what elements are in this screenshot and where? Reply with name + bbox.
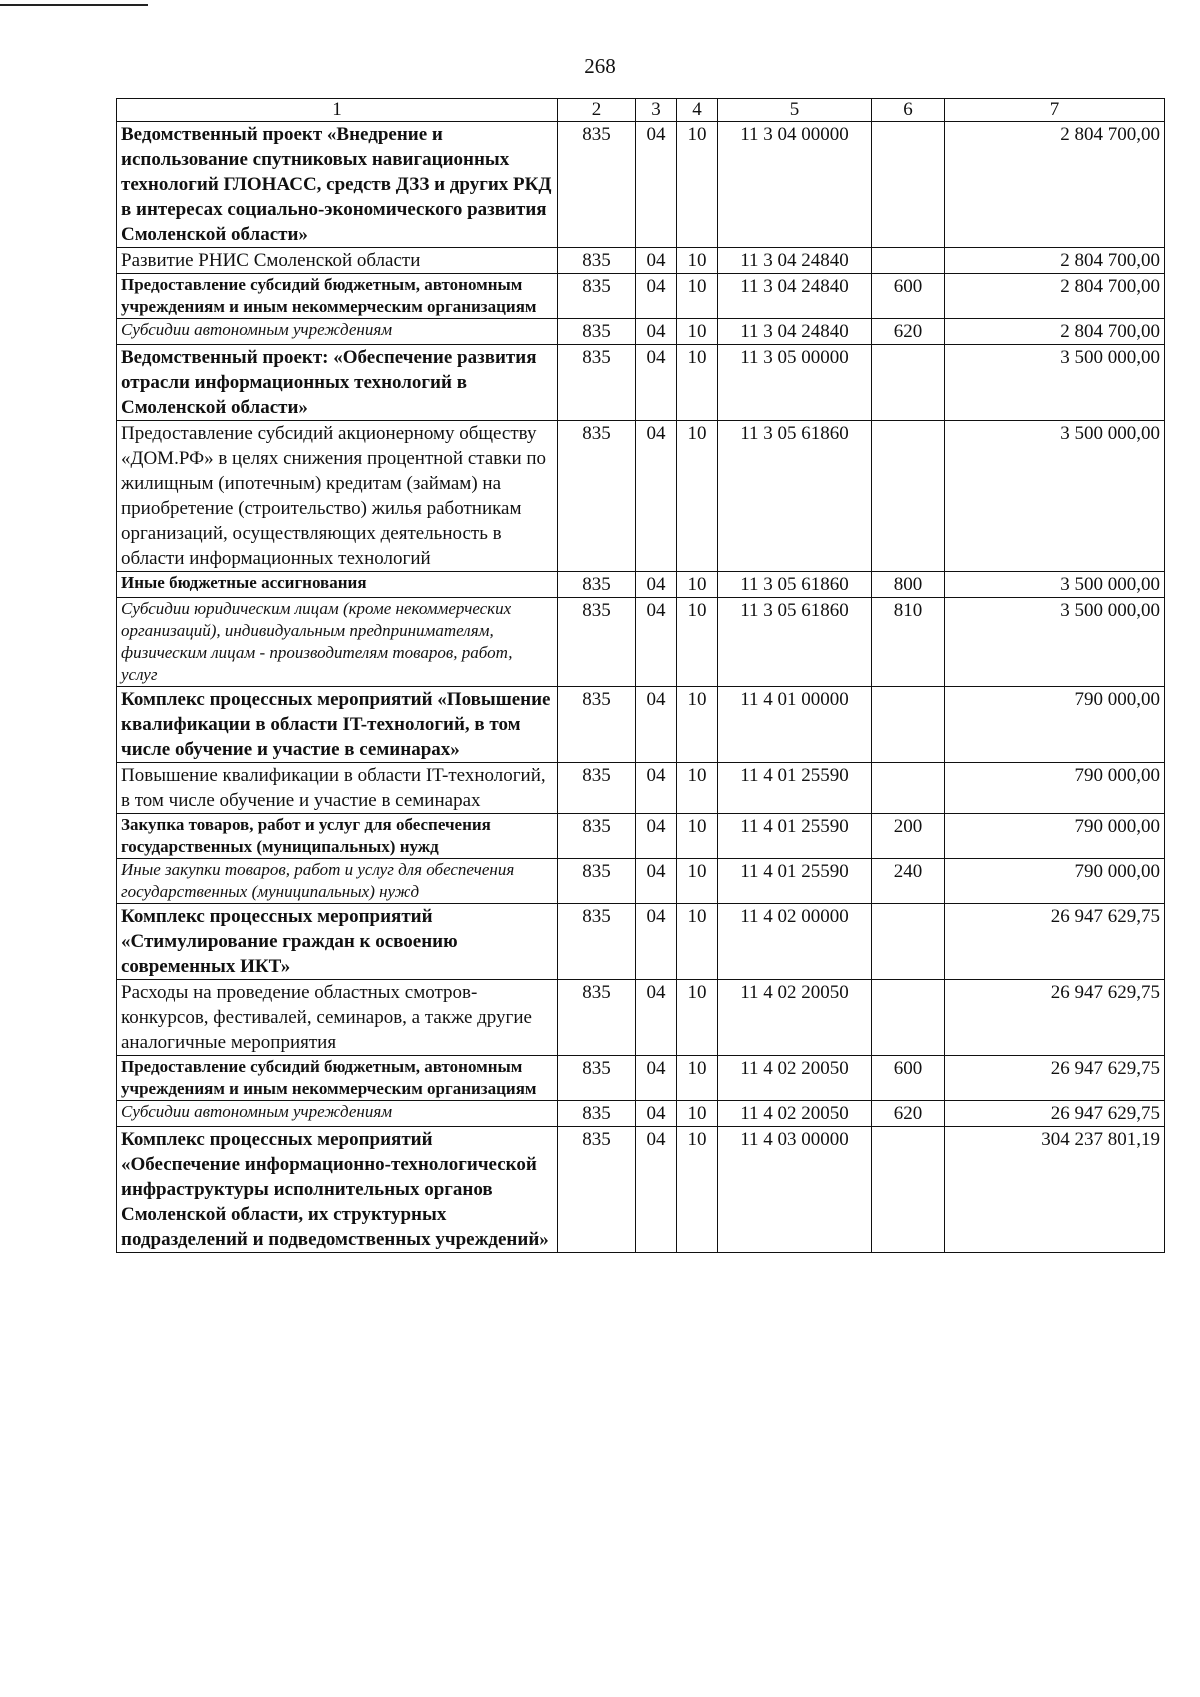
expense-type-code [872, 904, 945, 980]
expense-type-code: 620 [872, 319, 945, 345]
admin-code: 835 [558, 1101, 636, 1127]
amount: 3 500 000,00 [945, 421, 1165, 572]
subsection-code: 10 [677, 274, 718, 319]
header-cell: 1 [117, 99, 558, 122]
budget-table [116, 98, 1165, 1253]
expense-type-code: 240 [872, 859, 945, 904]
row-name: Комплекс процессных мероприятий «Повышение квалификации в области IT-технологий, в том числе обучение и участие в семинарах» [117, 687, 558, 763]
expense-type-code [872, 248, 945, 274]
amount: 790 000,00 [945, 859, 1165, 904]
table-row [117, 122, 1165, 248]
amount: 3 500 000,00 [945, 572, 1165, 598]
target-article-code: 11 3 05 61860 [718, 421, 872, 572]
admin-code: 835 [558, 122, 636, 248]
section-code: 04 [636, 687, 677, 763]
row-name: Субсидии автономным учреждениям [117, 319, 558, 345]
amount: 2 804 700,00 [945, 274, 1165, 319]
amount: 2 804 700,00 [945, 248, 1165, 274]
row-name: Ведомственный проект «Внедрение и использование спутниковых навигационных технологий ГЛОНАСС, средств ДЗЗ и других РКД в интересах социально-экономического развития Смоленской области» [117, 122, 558, 248]
amount: 790 000,00 [945, 687, 1165, 763]
row-name: Ведомственный проект: «Обеспечение развития отрасли информационных технологий в Смоленской области» [117, 345, 558, 421]
admin-code: 835 [558, 345, 636, 421]
expense-type-code: 800 [872, 572, 945, 598]
amount: 304 237 801,19 [945, 1127, 1165, 1253]
subsection-code: 10 [677, 1101, 718, 1127]
row-name: Иные бюджетные ассигнования [117, 572, 558, 598]
subsection-code: 10 [677, 859, 718, 904]
section-code: 04 [636, 980, 677, 1056]
amount: 26 947 629,75 [945, 980, 1165, 1056]
admin-code: 835 [558, 980, 636, 1056]
row-name: Комплекс процессных мероприятий «Стимулирование граждан к освоению современных ИКТ» [117, 904, 558, 980]
table-row [117, 598, 1165, 687]
section-code: 04 [636, 122, 677, 248]
table-row [117, 763, 1165, 814]
admin-code: 835 [558, 421, 636, 572]
subsection-code: 10 [677, 687, 718, 763]
admin-code: 835 [558, 598, 636, 687]
section-code: 04 [636, 763, 677, 814]
scan-edge-line [0, 4, 148, 6]
target-article-code: 11 4 01 25590 [718, 763, 872, 814]
admin-code: 835 [558, 1127, 636, 1253]
admin-code: 835 [558, 248, 636, 274]
row-name: Предоставление субсидий бюджетным, автономным учреждениям и иным некоммерческим организациям [117, 274, 558, 319]
amount: 2 804 700,00 [945, 122, 1165, 248]
header-cell: 5 [718, 99, 872, 122]
target-article-code: 11 3 05 61860 [718, 572, 872, 598]
section-code: 04 [636, 572, 677, 598]
row-name: Повышение квалификации в области IT-технологий, в том числе обучение и участие в семинарах [117, 763, 558, 814]
page-number: 268 [584, 54, 616, 78]
table-row [117, 274, 1165, 319]
subsection-code: 10 [677, 421, 718, 572]
expense-type-code [872, 345, 945, 421]
target-article-code: 11 4 03 00000 [718, 1127, 872, 1253]
section-code: 04 [636, 814, 677, 859]
expense-type-code: 200 [872, 814, 945, 859]
section-code: 04 [636, 1056, 677, 1101]
subsection-code: 10 [677, 980, 718, 1056]
header-cell: 3 [636, 99, 677, 122]
row-name: Развитие РНИС Смоленской области [117, 248, 558, 274]
admin-code: 835 [558, 572, 636, 598]
section-code: 04 [636, 859, 677, 904]
table-row [117, 687, 1165, 763]
admin-code: 835 [558, 1056, 636, 1101]
subsection-code: 10 [677, 248, 718, 274]
expense-type-code [872, 421, 945, 572]
target-article-code: 11 3 04 00000 [718, 122, 872, 248]
table-row [117, 319, 1165, 345]
subsection-code: 10 [677, 763, 718, 814]
section-code: 04 [636, 421, 677, 572]
row-name: Предоставление субсидий бюджетным, автономным учреждениям и иным некоммерческим организациям [117, 1056, 558, 1101]
row-name: Субсидии автономным учреждениям [117, 1101, 558, 1127]
header-cell: 7 [945, 99, 1165, 122]
section-code: 04 [636, 1101, 677, 1127]
subsection-code: 10 [677, 319, 718, 345]
target-article-code: 11 3 05 61860 [718, 598, 872, 687]
subsection-code: 10 [677, 1127, 718, 1253]
table-row [117, 345, 1165, 421]
expense-type-code [872, 980, 945, 1056]
amount: 26 947 629,75 [945, 1056, 1165, 1101]
row-name: Иные закупки товаров, работ и услуг для обеспечения государственных (муниципальных) нужд [117, 859, 558, 904]
table-row [117, 248, 1165, 274]
amount: 3 500 000,00 [945, 598, 1165, 687]
target-article-code: 11 3 05 00000 [718, 345, 872, 421]
expense-type-code: 600 [872, 274, 945, 319]
amount: 26 947 629,75 [945, 1101, 1165, 1127]
admin-code: 835 [558, 687, 636, 763]
admin-code: 835 [558, 763, 636, 814]
amount: 3 500 000,00 [945, 345, 1165, 421]
section-code: 04 [636, 319, 677, 345]
header-cell: 4 [677, 99, 718, 122]
expense-type-code: 620 [872, 1101, 945, 1127]
subsection-code: 10 [677, 572, 718, 598]
target-article-code: 11 4 01 25590 [718, 859, 872, 904]
amount: 790 000,00 [945, 763, 1165, 814]
section-code: 04 [636, 345, 677, 421]
subsection-code: 10 [677, 904, 718, 980]
section-code: 04 [636, 904, 677, 980]
subsection-code: 10 [677, 345, 718, 421]
row-name: Предоставление субсидий акционерному обществу «ДОМ.РФ» в целях снижения процентной ставки по жилищным (ипотечным) кредитам (займам) на приобретение (строительство) жилья работникам организаций, осуществляющих деятельность в области информационных технологий [117, 421, 558, 572]
table-row [117, 980, 1165, 1056]
target-article-code: 11 3 04 24840 [718, 248, 872, 274]
row-name: Закупка товаров, работ и услуг для обеспечения государственных (муниципальных) нужд [117, 814, 558, 859]
admin-code: 835 [558, 904, 636, 980]
section-code: 04 [636, 598, 677, 687]
target-article-code: 11 3 04 24840 [718, 319, 872, 345]
subsection-code: 10 [677, 1056, 718, 1101]
section-code: 04 [636, 248, 677, 274]
admin-code: 835 [558, 319, 636, 345]
table-header-row [117, 99, 1165, 122]
admin-code: 835 [558, 274, 636, 319]
admin-code: 835 [558, 859, 636, 904]
header-cell: 2 [558, 99, 636, 122]
expense-type-code [872, 763, 945, 814]
row-name: Комплекс процессных мероприятий «Обеспечение информационно-технологической инфраструктуры исполнительных органов Смоленской области, их структурных подразделений и подведомственных учреждений» [117, 1127, 558, 1253]
table-row [117, 572, 1165, 598]
target-article-code: 11 4 02 00000 [718, 904, 872, 980]
amount: 2 804 700,00 [945, 319, 1165, 345]
table-row [117, 1127, 1165, 1253]
expense-type-code [872, 122, 945, 248]
subsection-code: 10 [677, 814, 718, 859]
expense-type-code: 600 [872, 1056, 945, 1101]
target-article-code: 11 4 01 00000 [718, 687, 872, 763]
table-row [117, 1101, 1165, 1127]
target-article-code: 11 4 01 25590 [718, 814, 872, 859]
target-article-code: 11 4 02 20050 [718, 980, 872, 1056]
expense-type-code [872, 687, 945, 763]
section-code: 04 [636, 274, 677, 319]
table-row [117, 421, 1165, 572]
subsection-code: 10 [677, 598, 718, 687]
target-article-code: 11 4 02 20050 [718, 1056, 872, 1101]
row-name: Расходы на проведение областных смотров-конкурсов, фестивалей, семинаров, а также другие аналогичные мероприятия [117, 980, 558, 1056]
table-row [117, 859, 1165, 904]
amount: 26 947 629,75 [945, 904, 1165, 980]
target-article-code: 11 4 02 20050 [718, 1101, 872, 1127]
table-row [117, 814, 1165, 859]
subsection-code: 10 [677, 122, 718, 248]
admin-code: 835 [558, 814, 636, 859]
table-row [117, 1056, 1165, 1101]
row-name: Субсидии юридическим лицам (кроме некоммерческих организаций), индивидуальным предпринимателям, физическим лицам - производителям товаров, работ, услуг [117, 598, 558, 687]
expense-type-code: 810 [872, 598, 945, 687]
amount: 790 000,00 [945, 814, 1165, 859]
header-cell: 6 [872, 99, 945, 122]
target-article-code: 11 3 04 24840 [718, 274, 872, 319]
expense-type-code [872, 1127, 945, 1253]
table-row [117, 904, 1165, 980]
section-code: 04 [636, 1127, 677, 1253]
